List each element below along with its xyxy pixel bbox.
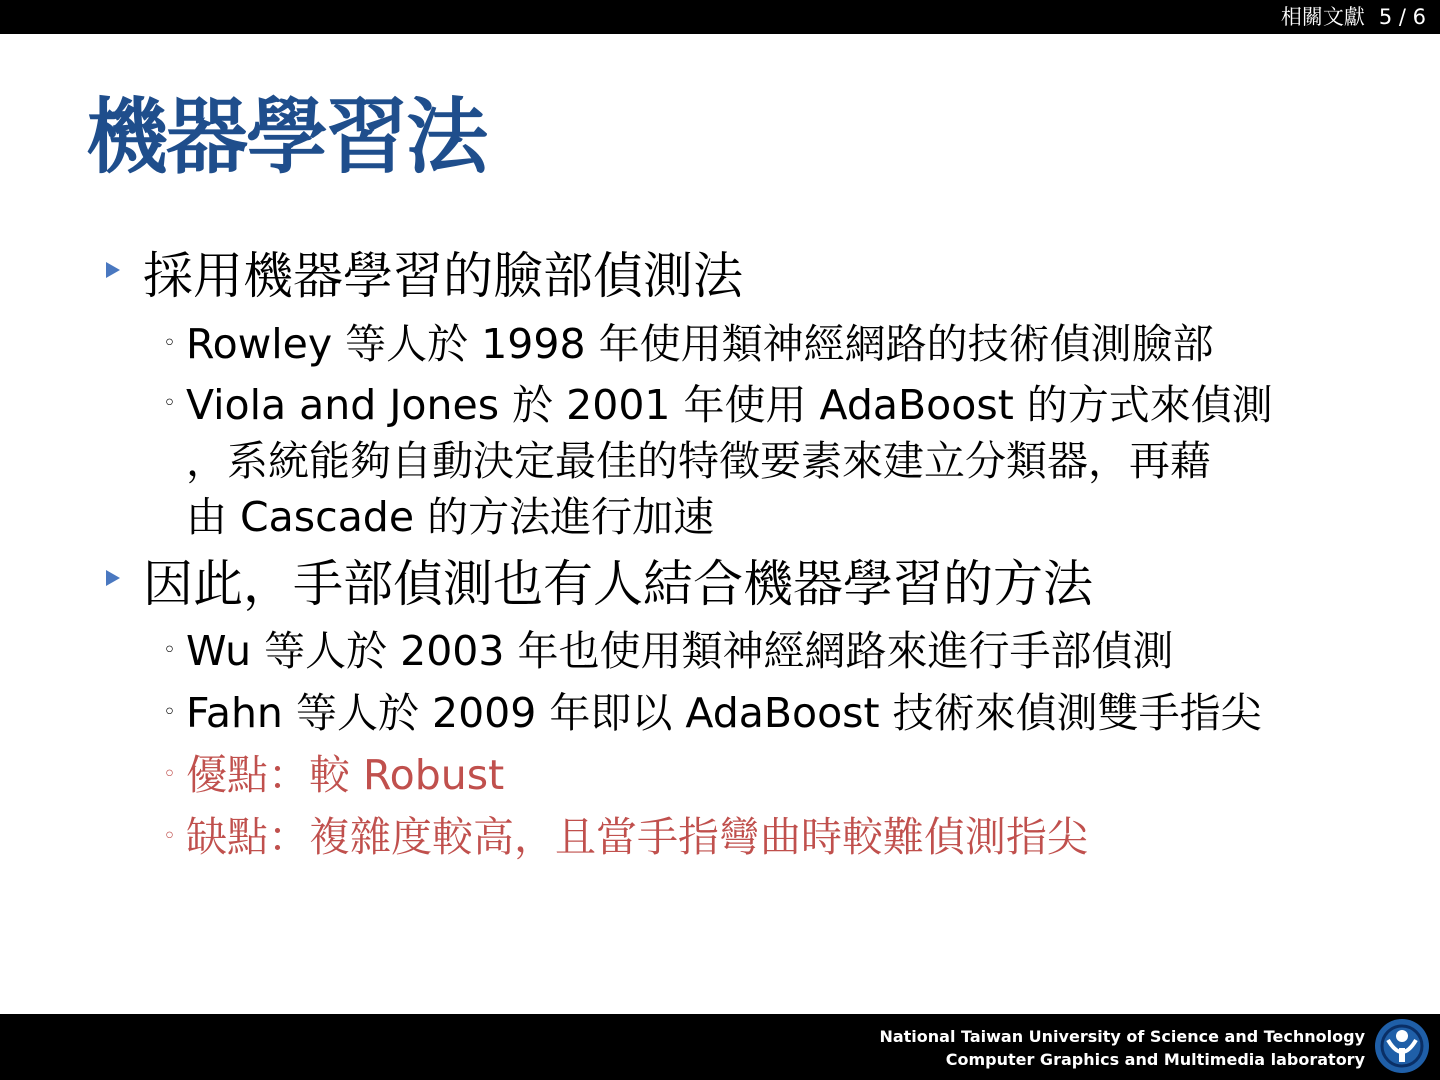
slide-title: 機器學習法 — [86, 90, 487, 185]
header-info — [1281, 5, 1426, 29]
bullet-triangle-icon — [106, 262, 120, 278]
section-label: 相關文獻 — [1280, 5, 1365, 29]
university-name: National Taiwan University of Science and Technology — [879, 1027, 1365, 1046]
bullet-item: 採用機器學習的臉部偵測法 — [143, 247, 743, 305]
advantage-item: 優點：較 Robust — [186, 751, 505, 799]
bullet-triangle-icon — [106, 570, 120, 586]
sub-bullet-item: Rowley 等人於 1998 年使用類神經網路的技術偵測臉部 — [186, 320, 1214, 368]
bullet-item: 因此，手部偵測也有人結合機器學習的方法 — [143, 555, 1093, 613]
sub-bullet-circle-icon: ◦ — [163, 762, 176, 787]
footer-text — [879, 1025, 1365, 1071]
sub-bullet-circle-icon: ◦ — [163, 638, 176, 663]
page-number: 5 / 6 — [1378, 5, 1426, 29]
header-bar — [0, 0, 1440, 34]
sub-bullet-item: Viola and Jones 於 2001 年使用 AdaBoost 的方式來偵測 — [186, 381, 1273, 429]
lab-name: Computer Graphics and Multimedia laboratory — [945, 1050, 1365, 1069]
sub-bullet-continuation: 由 Cascade 的方法進行加速 — [186, 493, 715, 541]
footer-bar — [0, 1014, 1440, 1080]
sub-bullet-circle-icon: ◦ — [163, 391, 176, 416]
sub-bullet-circle-icon: ◦ — [163, 824, 176, 849]
sub-bullet-circle-icon: ◦ — [163, 700, 176, 725]
disadvantage-item: 缺點：複雜度較高，且當手指彎曲時較難偵測指尖 — [186, 813, 1088, 861]
sub-bullet-continuation: ，系統能夠自動決定最佳的特徵要素來建立分類器，再藉 — [186, 437, 1211, 485]
university-emblem-icon — [1374, 1018, 1430, 1074]
sub-bullet-circle-icon: ◦ — [163, 331, 176, 356]
sub-bullet-item: Wu 等人於 2003 年也使用類神經網路來進行手部偵測 — [186, 627, 1174, 675]
sub-bullet-item: Fahn 等人於 2009 年即以 AdaBoost 技術來偵測雙手指尖 — [186, 689, 1262, 737]
